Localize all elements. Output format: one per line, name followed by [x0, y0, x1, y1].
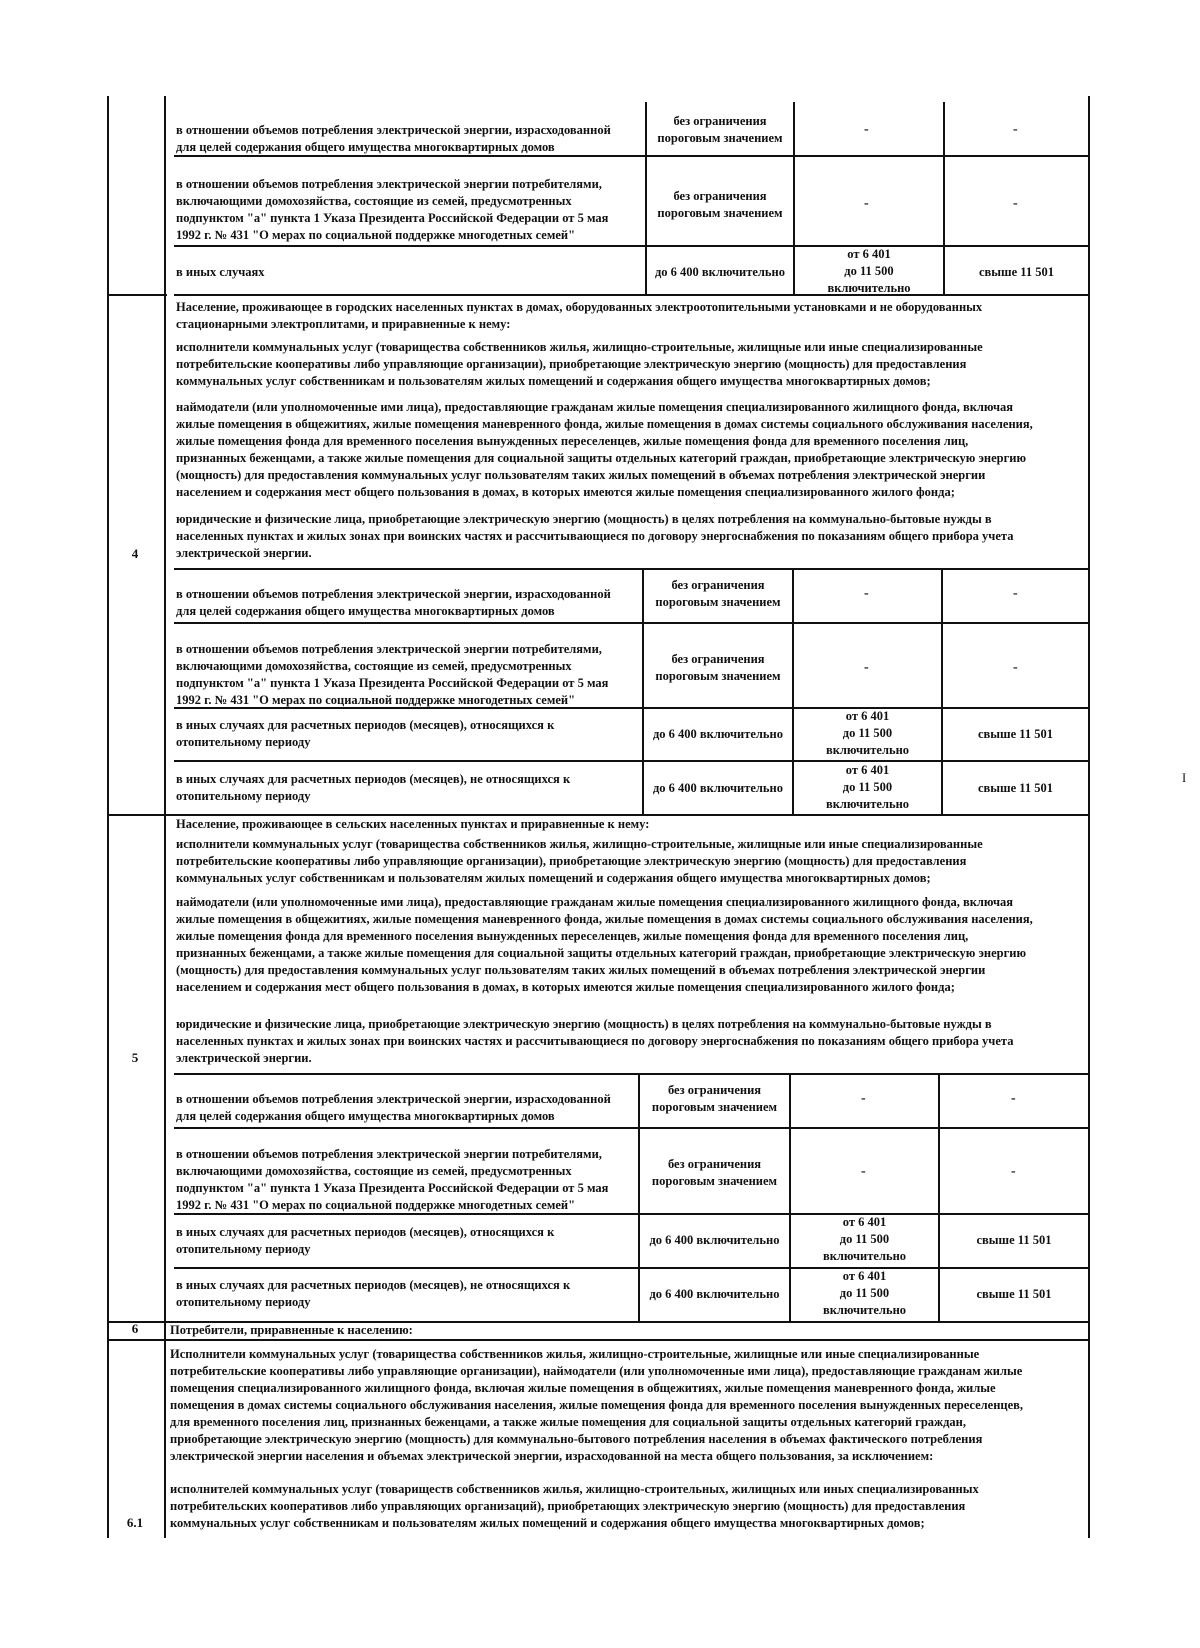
row-line: [174, 1267, 1088, 1269]
threshold-cell: без ограничения пороговым значением: [657, 114, 783, 145]
threshold-cell: без ограничения пороговым значением: [657, 189, 783, 220]
section-paragraph: исполнители коммунальных услуг (товарищества собственников жилья, жилищно-строительные, жилищные или иные специализированные потребительские кооперативы либо управляющие организации), приобретающие электрическую энергию (мощность) для предоставления коммунальных услуг собственникам и пользователям жилых помещений и содержания общего имущества многоквартирных домов;: [176, 837, 983, 885]
row-desc: в отношении объемов потребления электрической энергии потребителями, включающими домохозяйства, состоящие из семей, предусмотренных подпунктом "а" пункта 1 Указа Президента Российской Федерации от 5 мая 1992 г. № 431 "О мерах по социальной поддержке многодетных семей": [176, 177, 609, 242]
dash-cell: -: [864, 660, 869, 675]
row-line: [174, 622, 1088, 624]
section-paragraph: наймодатели (или уполномоченные ими лица), предоставляющие гражданам жилые помещения специализированного жилищного фонда, включая жилые помещения в общежитиях, жилые помещения маневренного фонда, жилые помещения в домах системы социального обслуживания населения, жилые помещения фонда для временного поселения вынужденных переселенцев, жилые помещения фонда для временного поселения лиц, признанных беженцами, а также жилые помещения для социальной защиты отдельных категорий граждан, приобретающие электрическую энергию (мощность) для предоставления коммунальных услуг пользователям таких жилых помещений в объемах потребления электрической энергии населением и содержания мест общего пользования в домах, в которых имеются жилые помещения специализированного жилого фонда;: [176, 400, 1033, 499]
section-paragraph: наймодатели (или уполномоченные ими лица), предоставляющие гражданам жилые помещения специализированного жилищного фонда, включая жилые помещения в общежитиях, жилые помещения маневренного фонда, жилые помещения в домах системы социального обслуживания населения, жилые помещения фонда для временного поселения вынужденных переселенцев, жилые помещения фонда для временного поселения лиц, признанных беженцами, а также жилые помещения для социальной защиты отдельных категорий граждан, приобретающие электрическую энергию (мощность) для предоставления коммунальных услуг пользователям таких жилых помещений в объемах потребления электрической энергии населением и содержания мест общего пользования в домах, в которых имеются жилые помещения специализированного жилого фонда;: [176, 895, 1033, 994]
section-number: 6: [131, 1321, 139, 1336]
dash-cell: -: [1011, 1091, 1016, 1106]
section-title: Потребители, приравненные к населению:: [170, 1323, 413, 1337]
section-title: Население, проживающее в городских населенных пунктах в домах, оборудованных электроотопительными установками и не оборудованных стационарными электроплитами, и приравненные к нему:: [176, 300, 983, 331]
section-number: 6.1: [126, 1515, 144, 1530]
row-line: [174, 1073, 1088, 1075]
threshold-cell: до 6 400 включительно: [649, 1287, 780, 1301]
row-desc: в иных случаях: [176, 265, 265, 279]
dash-cell: -: [864, 122, 869, 137]
col-line: [938, 1073, 940, 1321]
above-cell: свыше 11 501: [978, 727, 1053, 741]
row-line: [174, 568, 1088, 570]
range-cell: от 6 401 до 11 500 включительно: [825, 709, 910, 757]
above-cell: свыше 11 501: [978, 781, 1053, 795]
section-paragraph: исполнителей коммунальных услуг (товариществ собственников жилья, жилищно-строительных, жилищных или иных специализированных потребительских кооперативов либо управляющих организаций), приобретающих электрическую энергию (мощность) для предоставления коммунальных услуг собственникам и пользователям жилых помещений и содержания общего имущества многоквартирных домов;: [170, 1482, 979, 1530]
threshold-cell: до 6 400 включительно: [652, 727, 783, 741]
border-right: [1088, 96, 1090, 1538]
row-desc: в иных случаях для расчетных периодов (месяцев), относящихся к отопительному периоду: [176, 718, 555, 749]
above-cell: свыше 11 501: [976, 1233, 1052, 1247]
dash-cell: -: [1013, 196, 1018, 211]
range-cell: от 6 401 до 11 500 включительно: [825, 763, 910, 811]
row-desc: в отношении объемов потребления электрической энергии потребителями, включающими домохозяйства, состоящие из семей, предусмотренных подпунктом "а" пункта 1 Указа Президента Российской Федерации от 5 мая 1992 г. № 431 "О мерах по социальной поддержке многодетных семей": [176, 1147, 609, 1212]
row-desc: в иных случаях для расчетных периодов (месяцев), относящихся к отопительному периоду: [176, 1225, 555, 1256]
row-desc: в иных случаях для расчетных периодов (месяцев), не относящихся к отопительному периоду: [176, 772, 571, 803]
row-line: [174, 245, 1088, 247]
section-paragraph: юридические и физические лица, приобретающие электрическую энергию (мощность) в целях потребления на коммунально-бытовые нужды в населенных пунктах и жилых зонах при воинских частях и рассчитывающиеся по договору энергоснабжения по показаниям общего прибора учета электрической энергии.: [176, 512, 1014, 560]
page-edge-mark: I: [1182, 771, 1187, 785]
section-paragraph: юридические и физические лица, приобретающие электрическую энергию (мощность) в целях потребления на коммунально-бытовые нужды в населенных пунктах и жилых зонах при воинских частях и рассчитывающиеся по договору энергоснабжения по показаниям общего прибора учета электрической энергии.: [176, 1017, 1014, 1065]
range-cell: от 6 401 до 11 500 включительно: [827, 247, 911, 295]
threshold-cell: без ограничения пороговым значением: [651, 1083, 778, 1114]
dash-cell: -: [1013, 122, 1018, 137]
row-line: [107, 294, 167, 296]
dash-cell: -: [861, 1091, 866, 1106]
range-cell: от 6 401 до 11 500 включительно: [822, 1215, 907, 1263]
section-title: Население, проживающее в сельских населенных пунктах и приравненные к нему:: [176, 817, 650, 831]
above-cell: свыше 11 501: [979, 265, 1054, 279]
dash-cell: -: [864, 586, 869, 601]
section-number: 5: [131, 1050, 139, 1065]
threshold-cell: до 6 400 включительно: [649, 1233, 780, 1247]
threshold-cell: без ограничения пороговым значением: [655, 578, 781, 609]
above-cell: свыше 11 501: [976, 1287, 1052, 1301]
row-desc: в отношении объемов потребления электрической энергии, израсходованной для целей содержания общего имущества многоквартирных домов: [176, 1092, 611, 1123]
row-desc: в отношении объемов потребления электрической энергии потребителями, включающими домохозяйства, состоящие из семей, предусмотренных подпунктом "а" пункта 1 Указа Президента Российской Федерации от 5 мая 1992 г. № 431 "О мерах по социальной поддержке многодетных семей": [176, 642, 609, 707]
threshold-cell: до 6 400 включительно: [652, 781, 783, 795]
row-desc: в отношении объемов потребления электрической энергии, израсходованной для целей содержания общего имущества многоквартирных домов: [176, 587, 611, 618]
row-line: [107, 1339, 1088, 1341]
dash-cell: -: [1013, 586, 1018, 601]
threshold-cell: без ограничения пороговым значением: [655, 652, 781, 683]
threshold-cell: до 6 400 включительно: [654, 265, 785, 279]
row-line: [174, 294, 1088, 296]
row-line: [174, 760, 1088, 762]
col-line: [941, 568, 943, 815]
dash-cell: -: [1011, 1164, 1016, 1179]
row-line: [174, 1127, 1088, 1129]
row-desc: в иных случаях для расчетных периодов (месяцев), не относящихся к отопительному периоду: [176, 1278, 571, 1309]
range-cell: от 6 401 до 11 500 включительно: [822, 1269, 907, 1317]
dash-cell: -: [861, 1164, 866, 1179]
section-paragraph: Исполнители коммунальных услуг (товарищества собственников жилья, жилищно-строительные, жилищные или иные специализированные потребительские кооперативы либо управляющие организации), наймодатели (или уполномоченные ими лица), предоставляющие гражданам жилые помещения специализированного жилищного фонда, включая жилые помещения в общежитиях, жилые помещения маневренного фонда, жилые помещения в домах системы социального обслуживания населения, жилые помещения фонда для временного поселения вынужденных переселенцев, для временного поселения лиц, признанных беженцами, а также жилые помещения для социальной защиты отдельных категорий граждан, приобретающие электрическую энергию (мощность) для коммунально-бытового потребления населения в объемах фактического потребления электрической энергии населения и объемах электрической энергии, израсходованной на места общего пользования, за исключением:: [170, 1347, 1024, 1463]
dash-cell: -: [864, 196, 869, 211]
section-paragraph: исполнители коммунальных услуг (товарищества собственников жилья, жилищно-строительные, жилищные или иные специализированные потребительские кооперативы либо управляющие организации), приобретающие электрическую энергию (мощность) для предоставления коммунальных услуг собственникам и пользователям жилых помещений и содержания общего имущества многоквартирных домов;: [176, 340, 983, 388]
dash-cell: -: [1013, 660, 1018, 675]
row-desc: в отношении объемов потребления электрической энергии, израсходованной для целей содержания общего имущества многоквартирных домов: [176, 123, 611, 154]
section-number: 4: [131, 546, 139, 561]
threshold-cell: без ограничения пороговым значением: [651, 1157, 778, 1188]
